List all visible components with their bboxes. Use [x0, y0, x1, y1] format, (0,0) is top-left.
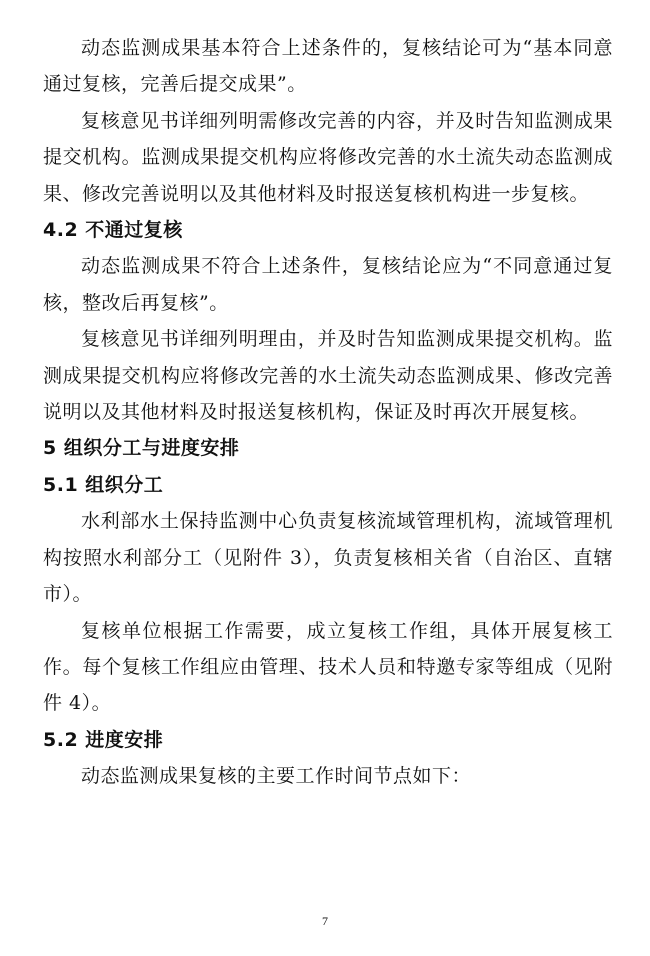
paragraph-organization-division: 水利部水土保持监测中心负责复核流域管理机构，流域管理机构按照水利部分工（见附件 3），负责复核相关省（自治区、直辖市）。: [43, 510, 613, 606]
page-content: [43, 30, 613, 795]
heading-5-1-organization: 5.1 组织分工: [43, 473, 164, 496]
heading-5-organization-schedule: 5 组织分工与进度安排: [43, 437, 240, 460]
page-number: 7: [322, 914, 328, 928]
paragraph-basic-pass-opinion: 复核意见书详细列明需修改完善的内容，并及时告知监测成果提交机构。监测成果提交机构应将修改完善的水土流失动态监测成果、修改完善说明以及其他材料及时报送复核机构进一步复核。: [43, 109, 613, 205]
paragraph-not-pass-conclusion: 动态监测成果不符合上述条件，复核结论应为“不同意通过复核，整改后再复核”。: [43, 255, 613, 314]
heading-5-2-schedule: 5.2 进度安排: [43, 728, 164, 751]
paragraph-basic-pass-conclusion: 动态监测成果基本符合上述条件的，复核结论可为“基本同意通过复核，完善后提交成果”。: [43, 37, 613, 96]
paragraph-schedule-intro: 动态监测成果复核的主要工作时间节点如下：: [81, 765, 472, 788]
heading-4-2-not-pass: 4.2 不通过复核: [43, 219, 183, 242]
paragraph-not-pass-opinion: 复核意见书详细列明理由，并及时告知监测成果提交机构。监测成果提交机构应将修改完善的水土流失动态监测成果、修改完善说明以及其他材料及时报送复核机构，保证及时再次开展复核。: [43, 328, 613, 424]
paragraph-review-team: 复核单位根据工作需要，成立复核工作组，具体开展复核工作。每个复核工作组应由管理、技术人员和特邀专家等组成（见附件 4）。: [43, 619, 613, 715]
